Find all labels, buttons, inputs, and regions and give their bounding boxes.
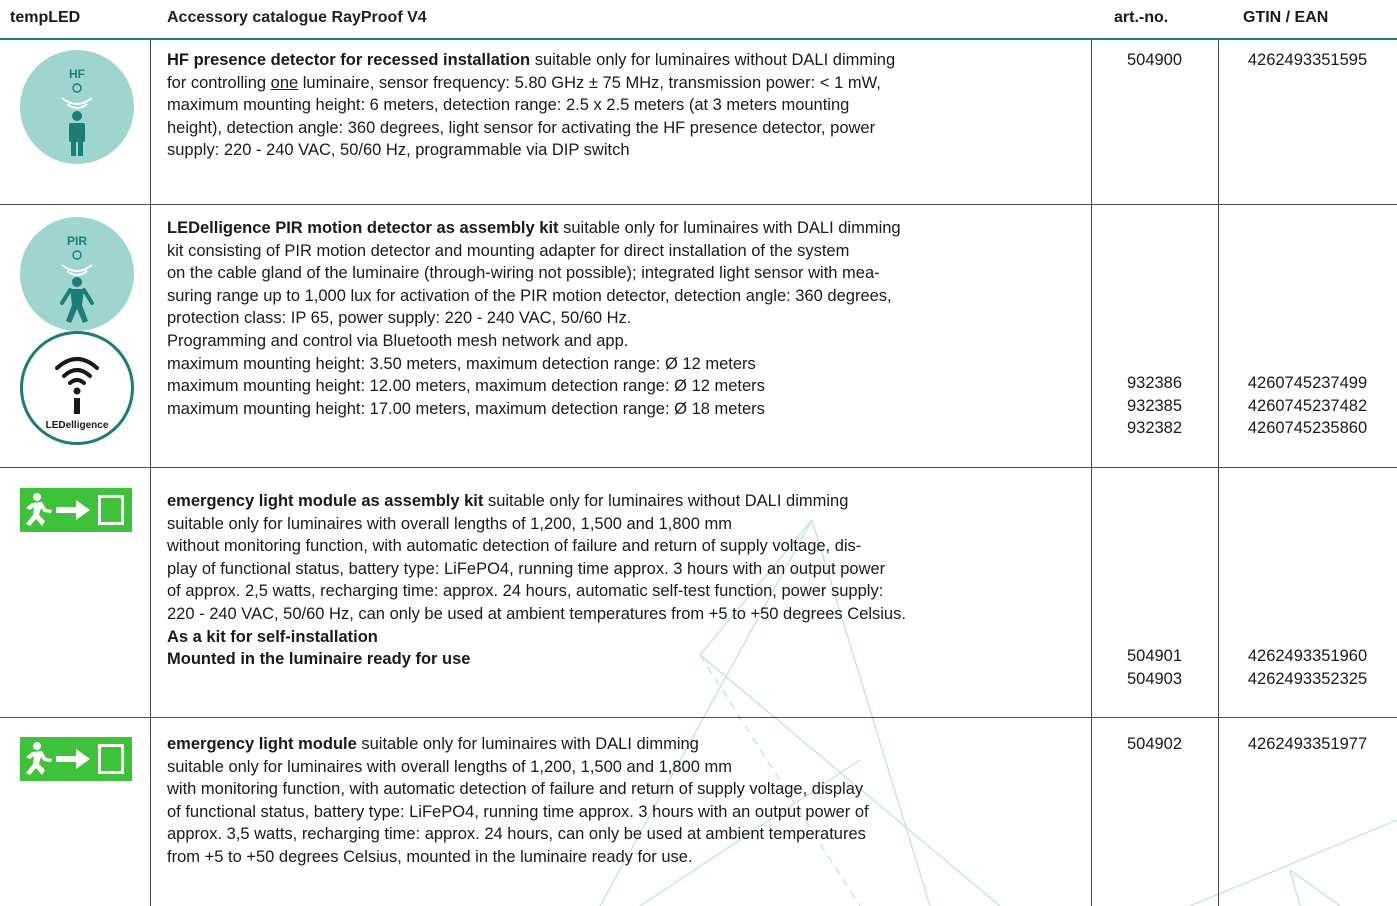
page-title: Accessory catalogue RayProof V4 xyxy=(167,9,427,26)
column-header-gtin: GTIN / EAN xyxy=(1243,9,1329,26)
ledelligence-icon xyxy=(20,331,134,445)
product-title: HF presence detector for recessed installation xyxy=(167,51,531,69)
gtin-cell: 4260745237499 4260745237482 4260745235860 xyxy=(1247,374,1368,438)
table-row xyxy=(0,718,1397,906)
hf-presence-icon-graphic xyxy=(20,50,134,164)
art-number-cell: 504902 xyxy=(1126,735,1183,753)
emergency-exit-graphic xyxy=(20,488,132,532)
art-number-cell: 932386 932385 932382 xyxy=(1126,374,1183,438)
column-header-art-no: art.-no. xyxy=(1114,9,1169,26)
gtin-cell: 4262493351960 4262493352325 xyxy=(1247,647,1368,688)
pir-motion-icon xyxy=(20,217,134,331)
table-row xyxy=(0,40,1397,204)
emergency-exit-graphic xyxy=(20,737,132,781)
art-number-cell: 504900 xyxy=(1126,51,1183,69)
art-number-cell: 504901 504903 xyxy=(1126,647,1183,688)
row-description: emergency light module as assembly kit suitable only for luminaires without DALI dimming suitable only for luminaires with overall lengths of 1,200, 1,500 and 1,800 mm without monitoring function, with automatic detection of failure and return of supply voltage, dis- play of functional status, battery type: LiFePO4, running time approx. 3 hours with an output power of approx. 2,5 watts, recharging time: approx. 24 hours, automatic self-test function, power supply: 220 - 240 VAC, 50/60 Hz, can only be used at ambient temperatures from +5 to +50 degrees Celsius. As a kit for self-installation Mounted in the luminaire ready for use xyxy=(167,492,906,669)
pir-icon-label: PIR xyxy=(66,234,88,248)
row-description: emergency light module suitable only for luminaires with DALI dimming suitable only for luminaires with overall lengths of 1,200, 1,500 and 1,800 mm with monitoring function, with automatic detection of failure and return of supply voltage, display of functional status, battery type: LiFePO4, running time approx. 3 hours with an output power of approx. 3,5 watts, recharging time: approx. 24 hours, can only be used at ambient temperatures from +5 to +50 degrees Celsius, mounted in the luminaire ready for use. xyxy=(167,735,869,866)
row-description: LEDelligence PIR motion detector as assembly kit suitable only for luminaires with DALI dimming kit consisting of PIR motion detector and mounting adapter for direct installation of the system on the cable gland of the luminaire (through-wiring not possible); integrated light sensor with mea- suring range up to 1,000 lux for activation of the PIR motion detector, detection angle: 360 degrees, protection class: IP 65, power supply: 220 - 240 VAC, 50/60 Hz. Programming and control via Bluetooth mesh network and app. maximum mounting height: 3.50 meters, maximum detection range: Ø 12 meters maximum mounting height: 12.00 meters, maximum detection range: Ø 12 meters maximum mounting height: 17.00 meters, maximum detection range: Ø 18 meters xyxy=(167,219,901,418)
product-title: emergency light module as assembly kit xyxy=(167,492,484,510)
ledelligence-icon-graphic xyxy=(23,334,131,442)
product-title: emergency light module xyxy=(167,735,357,753)
pir-motion-icon-graphic xyxy=(20,217,134,331)
emergency-exit-icon xyxy=(20,488,132,532)
product-title: LEDelligence PIR motion detector as assembly kit xyxy=(167,219,559,237)
hf-presence-icon xyxy=(20,50,134,164)
gtin-cell: 4262493351977 xyxy=(1247,735,1368,753)
table-header xyxy=(0,0,1397,38)
hf-icon-label: HF xyxy=(69,67,85,81)
table-row xyxy=(0,468,1397,717)
brand-label: tempLED xyxy=(10,9,81,26)
row-description: HF presence detector for recessed installation suitable only for luminaires without DALI dimming for controlling one luminaire, sensor frequency: 5.80 GHz ± 75 MHz, transmission power: < 1 mW, maximum mounting height: 6 meters, detection range: 2.5 x 2.5 meters (at 3 meters mounting height), detection angle: 360 degrees, light sensor for activating the HF presence detector, power supply: 220 - 240 VAC, 50/60 Hz, programmable via DIP switch xyxy=(167,51,896,160)
emergency-exit-icon xyxy=(20,737,132,781)
table-row xyxy=(0,205,1397,467)
ledelligence-icon-label: LEDelligence xyxy=(45,420,109,431)
gtin-cell: 4262493351595 xyxy=(1247,51,1368,69)
